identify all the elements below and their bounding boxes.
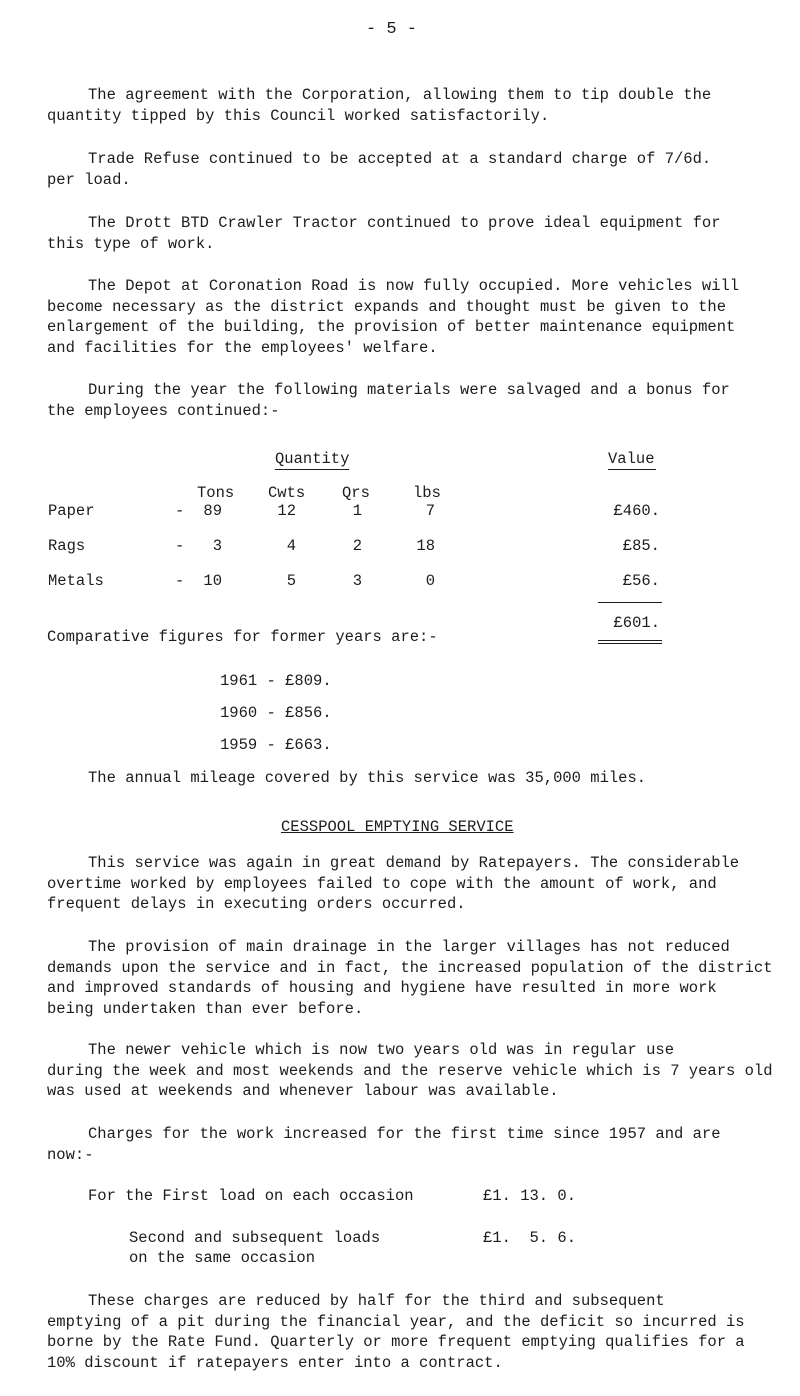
paragraph-crawler-tractor (47, 213, 767, 254)
paragraph-line: frequent delays in executing orders occurred. (47, 895, 466, 913)
paragraph-line: become necessary as the district expands and thought must be given to the (47, 297, 727, 316)
section-heading: CESSPOOL EMPTYING SERVICE (281, 818, 514, 836)
comparative-year-1961: 1961 - £809. (220, 672, 332, 690)
paragraph-line: per load. (47, 170, 131, 189)
charge-label-continued: on the same occasion (129, 1249, 316, 1267)
paragraph-line: borne by the Rate Fund. Quarterly or more frequent emptying qualifies for a (47, 1333, 745, 1351)
row-value: £56. (622, 572, 660, 590)
row-qrs: 1 (352, 502, 362, 520)
paragraph-salvage-intro (47, 380, 767, 421)
paragraph-tipping-agreement (47, 85, 767, 126)
quantity-header-underline (275, 469, 349, 470)
paragraph-line: These charges are reduced by half for the third and subsequent (88, 1292, 665, 1310)
paragraph-line: The agreement with the Corporation, allowing them to tip double the (88, 86, 712, 104)
paragraph-line: this type of work. (47, 234, 215, 253)
row-dash: - (175, 502, 185, 520)
paragraph-main-drainage (47, 937, 773, 1019)
paragraph-line: being undertaken than ever before. (47, 999, 364, 1018)
paragraph-line: demands upon the service and in fact, the increased population of the district (47, 958, 773, 977)
total-rule-top (598, 602, 662, 603)
paragraph-charges-reduction (47, 1291, 767, 1373)
row-qrs: 2 (352, 537, 362, 555)
paragraph-line: quantity tipped by this Council worked satisfactorily. (47, 106, 550, 125)
paragraph-line: emptying of a pit during the financial year, and the deficit so incurred is (47, 1312, 745, 1331)
paragraph-line: 10% discount if ratepayers enter into a contract. (47, 1353, 503, 1372)
mileage-text: The annual mileage covered by this service was 35,000 miles. (88, 769, 647, 787)
paragraph-line: overtime worked by employees failed to cope with the amount of work, and (47, 874, 717, 893)
qrs-header: Qrs (342, 484, 370, 502)
paragraph-line: and improved standards of housing and hygiene have resulted in more work (47, 979, 717, 997)
row-dash: - (175, 572, 185, 590)
salvage-total: £601. (613, 614, 660, 632)
paragraph-line: now:- (47, 1145, 94, 1164)
row-material: Metals (48, 572, 104, 590)
comparative-year-1959: 1959 - £663. (220, 736, 332, 754)
quantity-header: Quantity (275, 450, 350, 468)
paragraph-line: was used at weekends and whenever labour was available. (47, 1082, 559, 1100)
total-rule-bottom-1 (598, 640, 662, 641)
charge-label: Second and subsequent loads (129, 1229, 381, 1247)
lbs-header: lbs (413, 484, 441, 502)
row-lbs: 18 (416, 537, 435, 555)
row-cwts: 5 (286, 572, 296, 590)
paragraph-line: The Drott BTD Crawler Tractor continued to prove ideal equipment for (88, 214, 721, 232)
paragraph-line: The provision of main drainage in the larger villages has not reduced (88, 938, 730, 956)
comparative-intro: Comparative figures for former years are:- (47, 628, 438, 646)
paragraph-line: Charges for the work increased for the first time since 1957 and are (88, 1125, 721, 1143)
row-lbs: 0 (425, 572, 435, 590)
charge-amount: £1. 13. 0. (483, 1187, 577, 1205)
paragraph-trade-refuse (47, 149, 767, 190)
paragraph-line: This service was again in great demand by Ratepayers. The considerable (88, 854, 740, 872)
paragraph-cesspool-demand (47, 853, 767, 915)
row-tons: 10 (203, 572, 222, 590)
row-material: Rags (48, 537, 86, 555)
row-tons: 89 (203, 502, 222, 520)
paragraph-line: The newer vehicle which is now two years old was in regular use (88, 1041, 674, 1059)
value-header-underline (608, 469, 656, 470)
paragraph-line: and facilities for the employees' welfare. (47, 338, 438, 357)
value-header: Value (608, 450, 655, 468)
paragraph-charges-intro (47, 1124, 767, 1165)
paragraph-line: During the year the following materials were salvaged and a bonus for (88, 381, 730, 399)
row-lbs: 7 (425, 502, 435, 520)
row-cwts: 12 (277, 502, 296, 520)
paragraph-line: enlargement of the building, the provision of better maintenance equipment (47, 318, 736, 336)
paragraph-line: the employees continued:- (47, 401, 280, 420)
cwts-header: Cwts (268, 484, 306, 502)
paragraph-vehicles (47, 1040, 773, 1102)
charge-amount: £1. 5. 6. (483, 1229, 577, 1247)
row-qrs: 3 (352, 572, 362, 590)
paragraph-line: Trade Refuse continued to be accepted at a standard charge of 7/6d. (88, 150, 712, 168)
row-material: Paper (48, 502, 95, 520)
paragraph-depot (47, 276, 767, 358)
row-tons: 3 (212, 537, 222, 555)
charge-label: For the First load on each occasion (88, 1187, 414, 1205)
row-dash: - (175, 537, 185, 555)
tons-header: Tons (197, 484, 235, 502)
total-rule-bottom-2 (598, 643, 662, 644)
comparative-year-1960: 1960 - £856. (220, 704, 332, 722)
row-value: £85. (622, 537, 660, 555)
paragraph-line: during the week and most weekends and the reserve vehicle which is 7 years old (47, 1061, 773, 1080)
row-value: £460. (613, 502, 660, 520)
page-number: - 5 - (366, 20, 418, 39)
row-cwts: 4 (286, 537, 296, 555)
paragraph-line: The Depot at Coronation Road is now fully occupied. More vehicles will (88, 277, 740, 295)
